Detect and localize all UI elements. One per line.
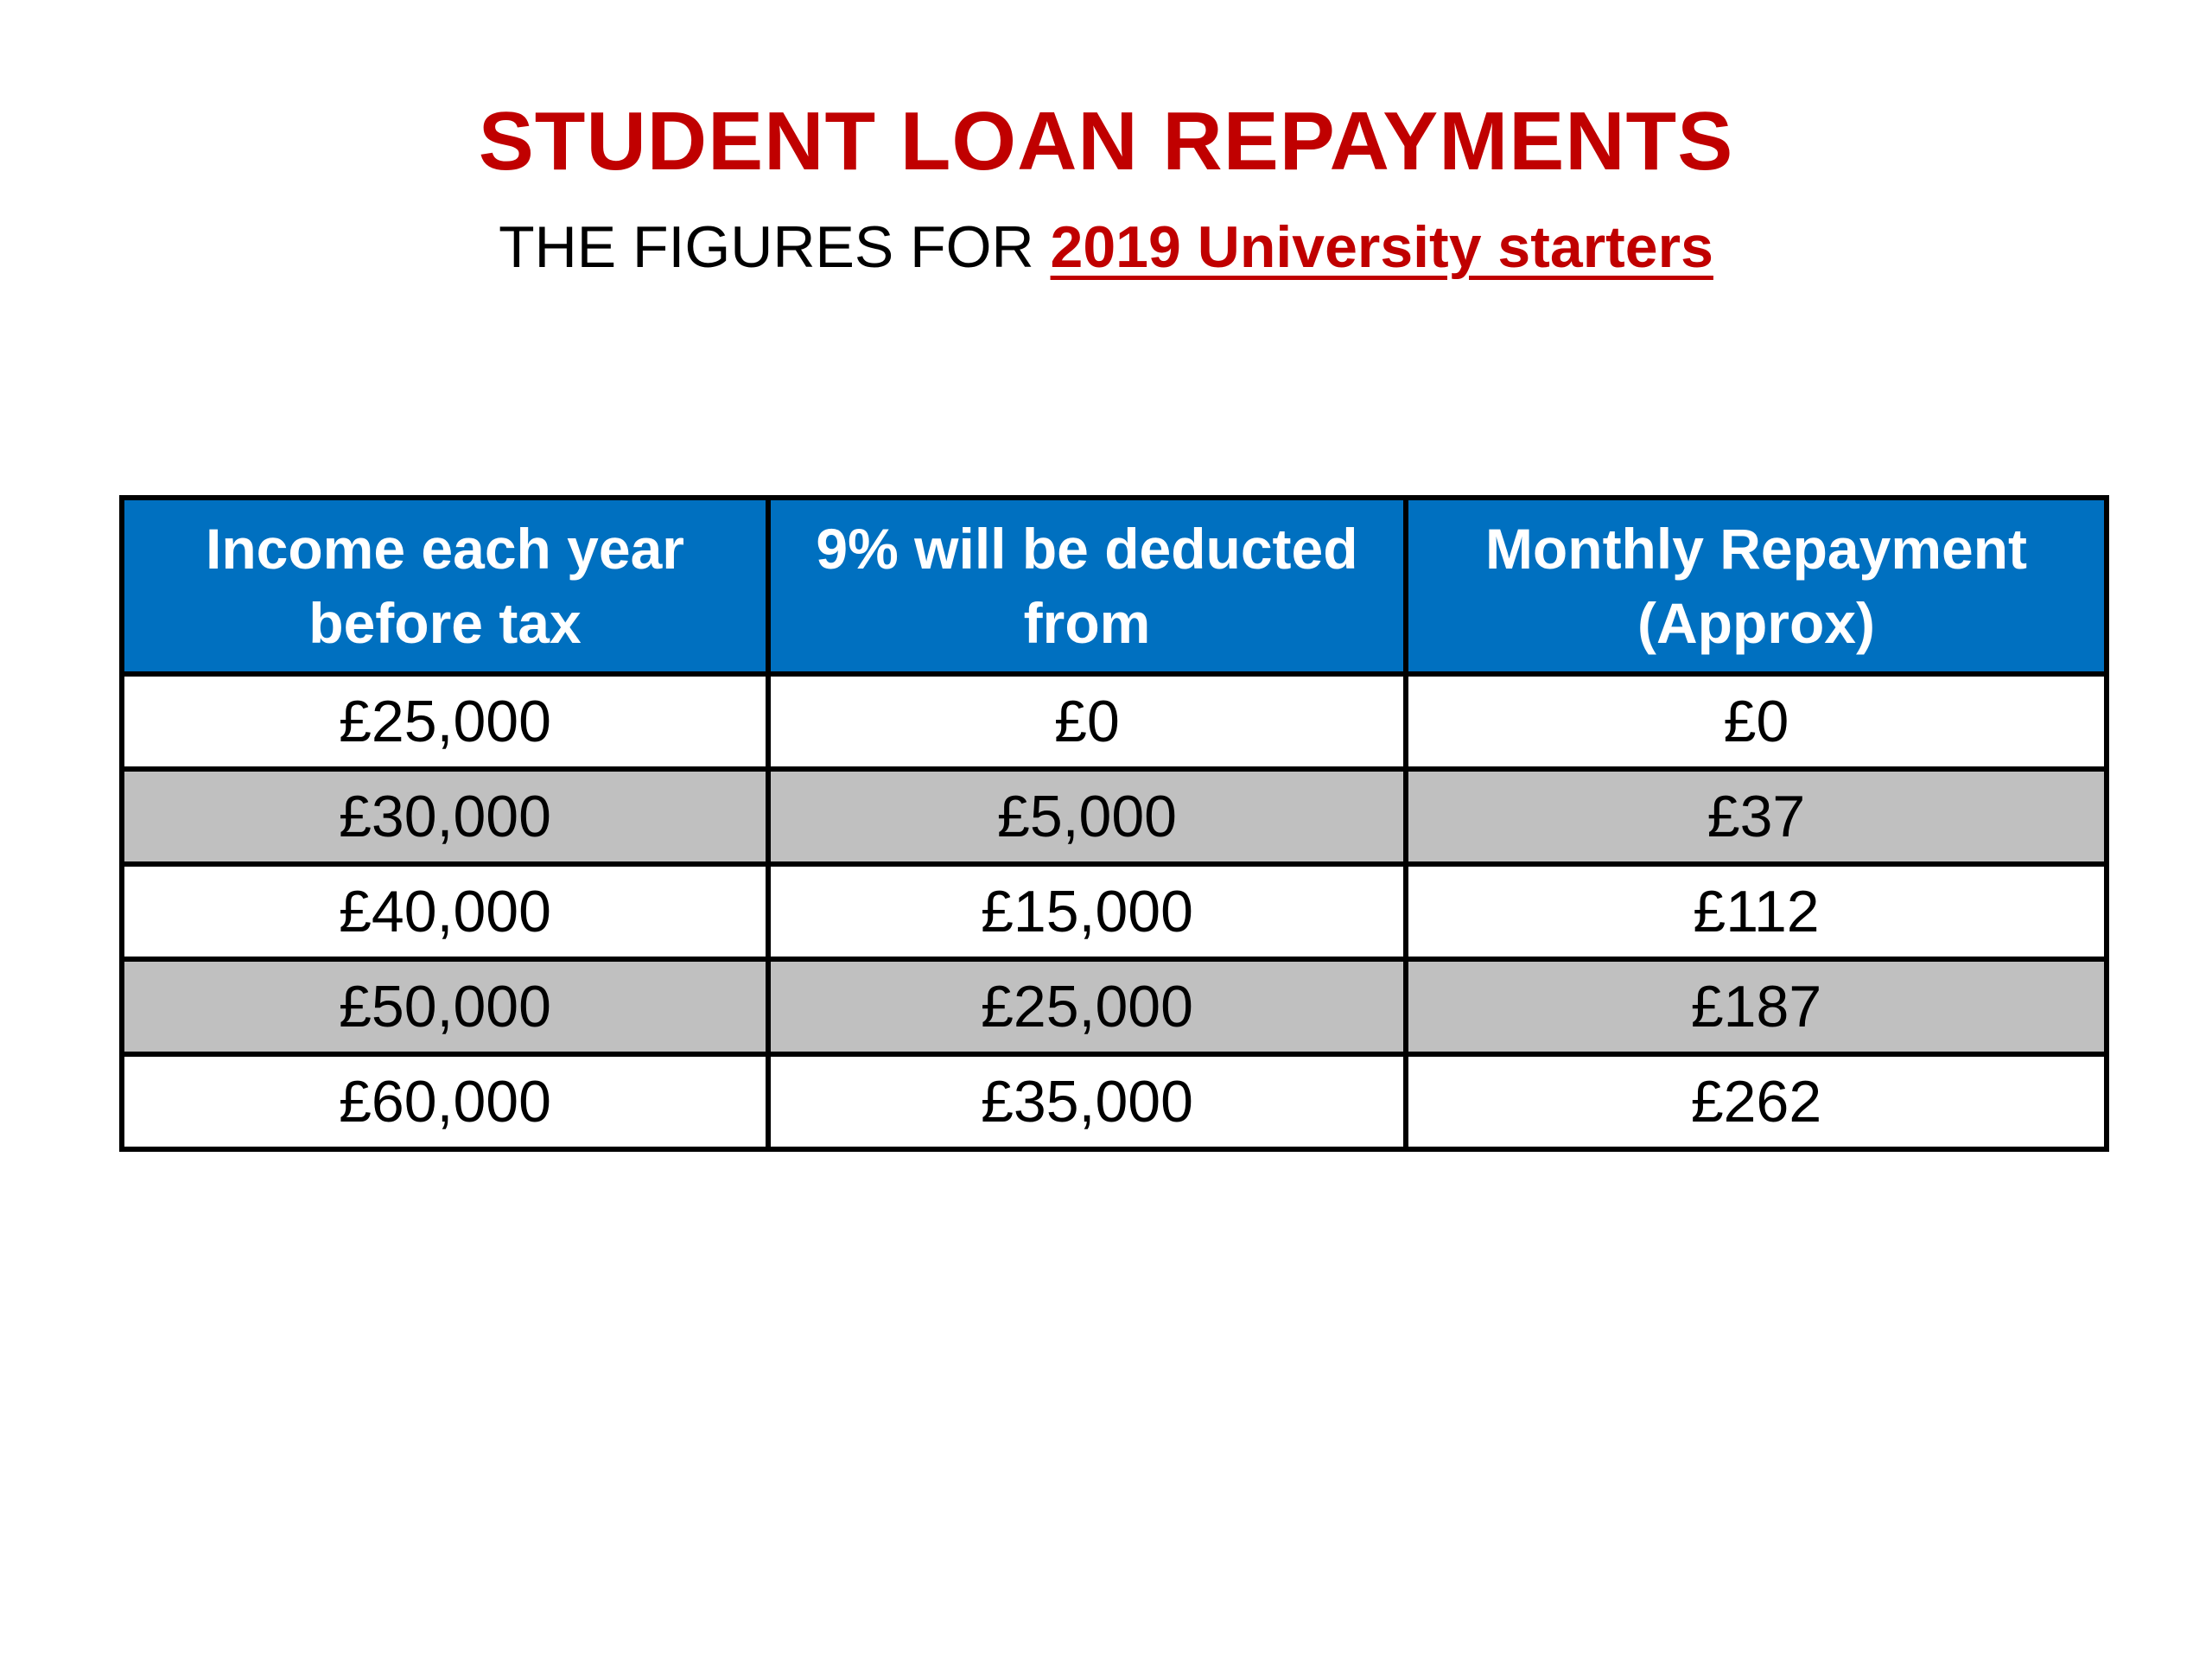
cell-deducted: £0 bbox=[768, 674, 1406, 769]
cell-monthly: £0 bbox=[1406, 674, 2107, 769]
subtitle-highlight: 2019 University starters bbox=[1050, 214, 1713, 280]
header-monthly-line1: Monthly Repayment bbox=[1484, 517, 2028, 581]
header-income bbox=[122, 498, 768, 674]
table-row bbox=[122, 959, 2107, 1054]
table-row bbox=[122, 864, 2107, 959]
cell-monthly: £37 bbox=[1406, 769, 2107, 864]
table-header-row bbox=[122, 498, 2107, 674]
cell-monthly: £187 bbox=[1406, 959, 2107, 1054]
cell-deducted: £15,000 bbox=[768, 864, 1406, 959]
table-row bbox=[122, 769, 2107, 864]
header-monthly bbox=[1406, 498, 2107, 674]
table-row bbox=[122, 674, 2107, 769]
table-row bbox=[122, 1054, 2107, 1149]
cell-income: £50,000 bbox=[122, 959, 768, 1054]
cell-income: £30,000 bbox=[122, 769, 768, 864]
header-monthly-line2: (Approx) bbox=[1637, 591, 1875, 655]
page-title: STUDENT LOAN REPAYMENTS bbox=[478, 95, 1734, 188]
cell-deducted: £25,000 bbox=[768, 959, 1406, 1054]
page-subtitle bbox=[0, 211, 2212, 283]
cell-deducted: £5,000 bbox=[768, 769, 1406, 864]
repayment-table bbox=[119, 495, 2109, 1152]
cell-income: £40,000 bbox=[122, 864, 768, 959]
header-income-line2: before tax bbox=[308, 591, 582, 655]
header-deducted-line1: 9% will be deducted bbox=[816, 517, 1358, 581]
header-deducted bbox=[768, 498, 1406, 674]
cell-deducted: £35,000 bbox=[768, 1054, 1406, 1149]
cell-monthly: £112 bbox=[1406, 864, 2107, 959]
header-deducted-line2: from bbox=[1023, 591, 1151, 655]
cell-monthly: £262 bbox=[1406, 1054, 2107, 1149]
header-income-line1: Income each year bbox=[206, 517, 684, 581]
subtitle-prefix: THE FIGURES FOR bbox=[499, 214, 1051, 280]
cell-income: £60,000 bbox=[122, 1054, 768, 1149]
cell-income: £25,000 bbox=[122, 674, 768, 769]
